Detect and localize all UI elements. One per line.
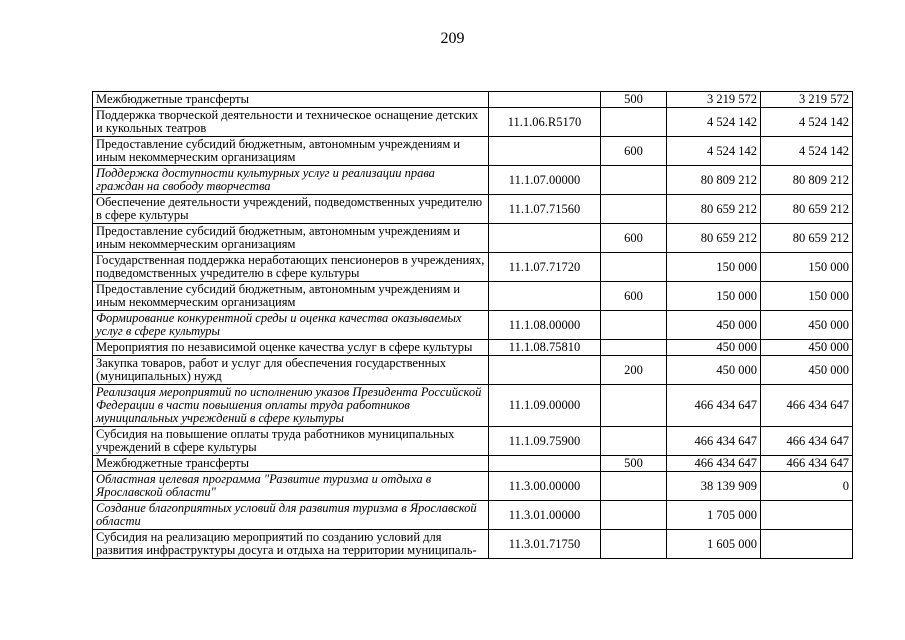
row-amount-2-cell: [761, 501, 853, 530]
table-row: [93, 311, 853, 340]
row-expense-type-cell: [601, 166, 667, 195]
row-expense-type-cell: [601, 385, 667, 427]
row-name-cell: Предоставление субсидий бюджетным, автономным учреждениям и иным некоммерческим организациям: [93, 224, 489, 253]
row-amount-1-cell: 466 434 647: [667, 456, 761, 472]
row-name-cell: Реализация мероприятий по исполнению указов Президента Российской Федерации в части повышения оплаты труда работников муниципальных учреждений в сфере культуры: [93, 385, 489, 427]
row-code-cell: [489, 282, 601, 311]
table-row: [93, 530, 853, 559]
row-expense-type-cell: 600: [601, 282, 667, 311]
row-code-cell: 11.3.01.71750: [489, 530, 601, 559]
row-amount-1-cell: 80 659 212: [667, 195, 761, 224]
row-expense-type-cell: [601, 311, 667, 340]
row-amount-1-cell: 450 000: [667, 356, 761, 385]
row-name-cell: Государственная поддержка неработающих пенсионеров в учреждениях, подведомственных учредителю в сфере культуры: [93, 253, 489, 282]
table-row: [93, 253, 853, 282]
row-amount-2-cell: 450 000: [761, 356, 853, 385]
row-amount-1-cell: 466 434 647: [667, 427, 761, 456]
row-code-cell: 11.3.01.00000: [489, 501, 601, 530]
row-name-cell: Субсидия на повышение оплаты труда работников муниципальных учреждений в сфере культуры: [93, 427, 489, 456]
row-amount-1-cell: 150 000: [667, 282, 761, 311]
row-amount-2-cell: 0: [761, 472, 853, 501]
row-code-cell: [489, 356, 601, 385]
row-code-cell: 11.1.09.75900: [489, 427, 601, 456]
table-row: [93, 340, 853, 356]
row-code-cell: 11.1.07.00000: [489, 166, 601, 195]
page-number: 209: [440, 30, 465, 47]
row-name-cell: Межбюджетные трансферты: [93, 456, 489, 472]
row-amount-2-cell: 80 659 212: [761, 224, 853, 253]
row-amount-2-cell: 80 809 212: [761, 166, 853, 195]
row-code-cell: 11.1.08.00000: [489, 311, 601, 340]
row-amount-1-cell: 3 219 572: [667, 92, 761, 108]
row-expense-type-cell: 600: [601, 224, 667, 253]
row-amount-1-cell: 4 524 142: [667, 108, 761, 137]
row-amount-1-cell: 466 434 647: [667, 385, 761, 427]
row-expense-type-cell: [601, 501, 667, 530]
table-row: [93, 356, 853, 385]
row-amount-1-cell: 450 000: [667, 311, 761, 340]
table-row: [93, 224, 853, 253]
row-code-cell: 11.1.07.71720: [489, 253, 601, 282]
table-row: [93, 108, 853, 137]
row-code-cell: 11.1.07.71560: [489, 195, 601, 224]
table-row: [93, 195, 853, 224]
row-code-cell: 11.1.09.00000: [489, 385, 601, 427]
row-name-cell: Предоставление субсидий бюджетным, автономным учреждениям и иным некоммерческим организациям: [93, 137, 489, 166]
row-amount-1-cell: 38 139 909: [667, 472, 761, 501]
row-amount-2-cell: 466 434 647: [761, 385, 853, 427]
row-name-cell: Субсидия на реализацию мероприятий по созданию условий для развития инфраструктуры досуга и отдыха на территории муниципаль-: [93, 530, 489, 559]
row-expense-type-cell: [601, 472, 667, 501]
row-name-cell: Формирование конкурентной среды и оценка качества оказываемых услуг в сфере культуры: [93, 311, 489, 340]
row-amount-1-cell: 80 809 212: [667, 166, 761, 195]
row-amount-1-cell: 80 659 212: [667, 224, 761, 253]
row-expense-type-cell: [601, 427, 667, 456]
row-expense-type-cell: 500: [601, 456, 667, 472]
table-row: [93, 501, 853, 530]
row-amount-1-cell: 450 000: [667, 340, 761, 356]
row-code-cell: 11.1.08.75810: [489, 340, 601, 356]
row-name-cell: Предоставление субсидий бюджетным, автономным учреждениям и иным некоммерческим организациям: [93, 282, 489, 311]
row-amount-2-cell: 450 000: [761, 311, 853, 340]
row-amount-2-cell: [761, 530, 853, 559]
row-name-cell: Поддержка творческой деятельности и техническое оснащение детских и кукольных театров: [93, 108, 489, 137]
row-amount-1-cell: 1 605 000: [667, 530, 761, 559]
row-amount-2-cell: 80 659 212: [761, 195, 853, 224]
table-row: [93, 472, 853, 501]
row-name-cell: Закупка товаров, работ и услуг для обеспечения государственных (муниципальных) нужд: [93, 356, 489, 385]
row-expense-type-cell: 500: [601, 92, 667, 108]
row-name-cell: Мероприятия по независимой оценке качества услуг в сфере культуры: [93, 340, 489, 356]
table-row: [93, 282, 853, 311]
row-name-cell: Областная целевая программа "Развитие туризма и отдыха в Ярославской области": [93, 472, 489, 501]
row-amount-1-cell: 1 705 000: [667, 501, 761, 530]
row-amount-2-cell: 466 434 647: [761, 456, 853, 472]
budget-table: [92, 91, 853, 559]
row-expense-type-cell: [601, 340, 667, 356]
table-row: [93, 456, 853, 472]
row-amount-1-cell: 4 524 142: [667, 137, 761, 166]
row-expense-type-cell: [601, 108, 667, 137]
row-amount-2-cell: 4 524 142: [761, 108, 853, 137]
row-amount-2-cell: 450 000: [761, 340, 853, 356]
row-amount-2-cell: 466 434 647: [761, 427, 853, 456]
row-amount-2-cell: 3 219 572: [761, 92, 853, 108]
row-code-cell: 11.3.00.00000: [489, 472, 601, 501]
table-row: [93, 427, 853, 456]
table-row: [93, 385, 853, 427]
table-row: [93, 137, 853, 166]
row-expense-type-cell: [601, 253, 667, 282]
row-code-cell: 11.1.06.R5170: [489, 108, 601, 137]
row-name-cell: Поддержка доступности культурных услуг и реализации права граждан на свободу творчества: [93, 166, 489, 195]
row-expense-type-cell: 600: [601, 137, 667, 166]
row-amount-2-cell: 4 524 142: [761, 137, 853, 166]
row-name-cell: Создание благоприятных условий для развития туризма в Ярославской области: [93, 501, 489, 530]
row-amount-1-cell: 150 000: [667, 253, 761, 282]
row-code-cell: [489, 456, 601, 472]
row-amount-2-cell: 150 000: [761, 253, 853, 282]
budget-table-body: [93, 92, 853, 559]
row-expense-type-cell: [601, 530, 667, 559]
row-code-cell: [489, 137, 601, 166]
table-row: [93, 166, 853, 195]
row-code-cell: [489, 92, 601, 108]
row-code-cell: [489, 224, 601, 253]
row-amount-2-cell: 150 000: [761, 282, 853, 311]
row-name-cell: Межбюджетные трансферты: [93, 92, 489, 108]
table-row: [93, 92, 853, 108]
row-expense-type-cell: 200: [601, 356, 667, 385]
row-expense-type-cell: [601, 195, 667, 224]
row-name-cell: Обеспечение деятельности учреждений, подведомственных учредителю в сфере культуры: [93, 195, 489, 224]
